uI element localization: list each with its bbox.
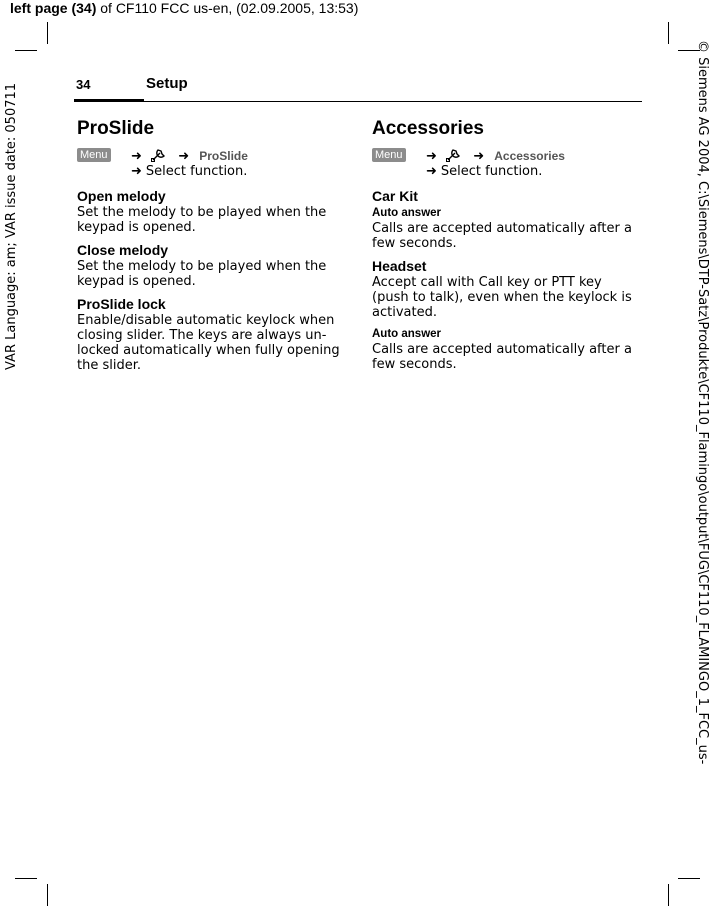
side-copyright-path: © Siemens AG 2004, C:\Siemens\DTP-Satz\Produkte\CF110_Flamingo\output\FUG\CF110_FLAMINGO_1_FCC_us-	[695, 40, 710, 765]
page-title: Setup	[146, 75, 188, 92]
side-language-info: VAR Language: am; VAR issue date: 050711	[4, 82, 19, 370]
nav-select: Select function.	[440, 164, 543, 179]
arrow-right-icon: ➜	[131, 164, 142, 179]
crop-mark	[15, 878, 37, 879]
print-header	[10, 0, 358, 16]
headset-auto-answer-heading: Auto answer	[372, 328, 442, 340]
menu-key: Menu	[77, 148, 111, 162]
wrench-settings-icon	[445, 147, 463, 163]
wrench-settings-icon	[150, 147, 168, 163]
crop-mark	[15, 50, 37, 51]
open-melody-heading: Open melody	[77, 188, 166, 204]
car-kit-auto-answer-text: Calls are accepted automatically after a few seconds.	[372, 221, 632, 251]
accessories-section	[372, 117, 637, 378]
close-melody-text: Set the melody to be played when the keypad is opened.	[77, 259, 327, 289]
accessories-title: Accessories	[372, 118, 484, 139]
nav-select: Select function.	[145, 164, 248, 179]
crop-mark	[678, 878, 700, 879]
heading-rule	[74, 101, 642, 102]
arrow-right-icon: ➜	[131, 149, 142, 164]
proslide-nav-path	[77, 147, 342, 183]
proslide-title: ProSlide	[77, 118, 155, 139]
arrow-right-icon: ➜	[178, 149, 190, 164]
car-kit-heading: Car Kit	[372, 188, 418, 204]
arrow-right-icon: ➜	[426, 164, 437, 179]
crop-mark	[47, 884, 48, 906]
close-melody-heading: Close melody	[77, 242, 169, 258]
car-kit-auto-answer-heading: Auto answer	[372, 207, 442, 219]
proslide-lock-text: Enable/disable automatic keylock when closing slider. The keys are always un-locked automatically when fully opening the slider.	[77, 313, 340, 373]
nav-target: Accessories	[494, 149, 565, 163]
headset-heading: Headset	[372, 258, 427, 274]
page-number: 34	[76, 77, 91, 92]
print-header-page: left page (34)	[10, 0, 97, 16]
accessories-nav-path	[372, 147, 637, 183]
menu-key: Menu	[372, 148, 406, 162]
open-melody-text: Set the melody to be played when the keypad is opened.	[77, 205, 327, 235]
crop-mark	[47, 22, 48, 44]
proslide-lock-heading: ProSlide lock	[77, 296, 166, 312]
crop-mark	[668, 884, 669, 906]
headset-text: Accept call with Call key or PTT key (push to talk), even when the keylock is activated.	[372, 275, 632, 320]
proslide-section	[77, 117, 342, 379]
print-header-info: of CF110 FCC us-en, (02.09.2005, 13:53)	[96, 0, 359, 16]
arrow-right-icon: ➜	[426, 149, 437, 164]
headset-auto-answer-text: Calls are accepted automatically after a few seconds.	[372, 342, 632, 372]
nav-target: ProSlide	[199, 149, 248, 163]
crop-mark	[668, 22, 669, 44]
arrow-right-icon: ➜	[473, 149, 485, 164]
